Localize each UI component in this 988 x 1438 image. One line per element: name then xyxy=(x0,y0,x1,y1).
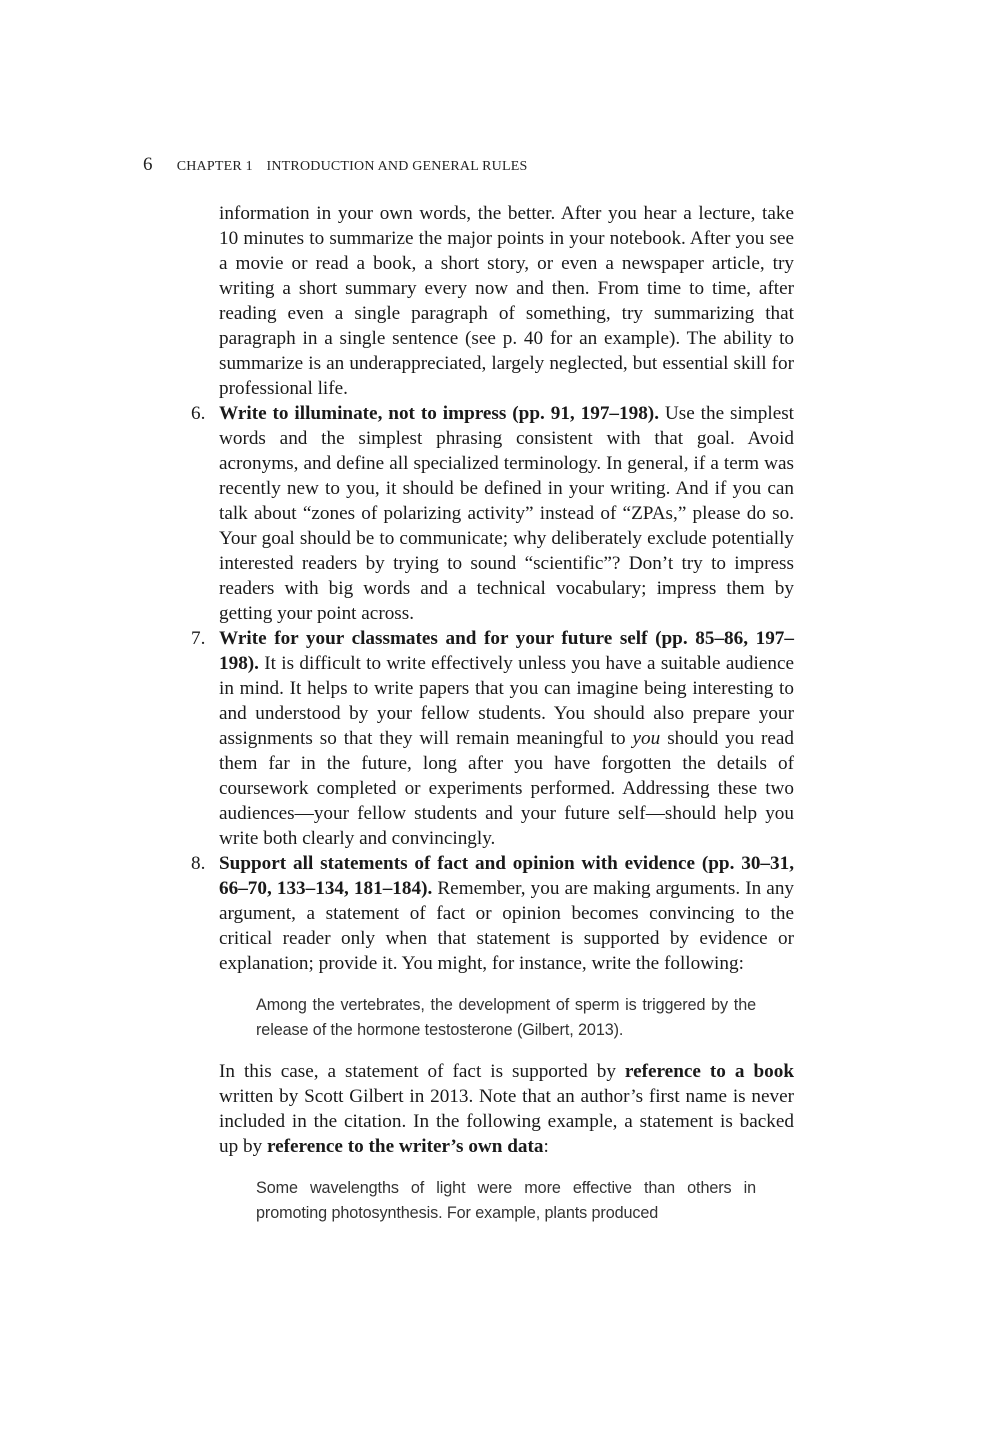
continuation-paragraph: information in your own words, the better. After you hear a lecture, take 10 minutes to summarize the major points in your notebook. After you see a movie or read a book, a short story, or even a newspaper article, try writing a short summary every now and then. From time to time, after reading even a single paragraph of something, try summarizing that paragraph in a single sentence (see p. 40 for an example). The ability to summarize is an underappreciated, largely neglected, but essential skill for professional life. xyxy=(219,203,794,399)
example-quote-2: Some wavelengths of light were more effective than others in promoting photosynthesis. For example, plants produced xyxy=(256,1179,756,1222)
rule-item-7 xyxy=(191,626,795,851)
explanation-emphasis-book: reference to a book xyxy=(624,1061,794,1082)
body-text xyxy=(191,201,795,1226)
rule-body-emphasis: you xyxy=(632,728,661,749)
example-quote-1: Among the vertebrates, the development of sperm is triggered by the release of the hormone testosterone (Gilbert, 2013). xyxy=(256,996,756,1039)
rule-number: 6. xyxy=(191,403,206,424)
page-number: 6 xyxy=(143,154,153,175)
rule-title: Write to illuminate, not to impress (pp. 91, 197–198). xyxy=(219,403,659,424)
rule-item-8 xyxy=(191,851,795,1226)
section-label: INTRODUCTION AND GENERAL RULES xyxy=(266,159,528,174)
explanation-text: In this case, a statement of fact is supported by xyxy=(219,1061,616,1082)
rule-item-6 xyxy=(191,401,795,626)
chapter-label: CHAPTER 1 xyxy=(176,159,253,174)
rule-number: 8. xyxy=(191,853,206,874)
explanation-text-continued: written by Scott Gilbert in 2013. Note that an author’s first name is never included in the citation. In the following example, a statement is backed up by xyxy=(219,1086,794,1157)
rule-body-continued: should you read them far in the future, long after you have forgotten the details of coursework completed or experiments performed. Addressing these two audiences—your fellow students and your future self—should help you write both clearly and convincingly. xyxy=(219,728,795,849)
explanation-paragraph xyxy=(219,1059,794,1159)
rule-title: Write for your classmates and for your future self (pp. 85–86, 197–198). xyxy=(219,628,794,674)
rule-body: Use the simplest words and the simplest phrasing consistent with that goal. Avoid acronyms, and define all specialized terminology. In general, if a term was recently new to you, it should be defined in your writing. And if you can talk about “zones of polarizing activity” instead of “ZPAs,” please do so. Your goal should be to communicate; why deliberately exclude potentially interested readers by trying to sound “scientific”? Don’t try to impress readers with big words and a technical vocabulary; impress them by getting your point across. xyxy=(219,403,795,624)
running-head xyxy=(143,154,527,176)
explanation-punctuation: : xyxy=(543,1136,549,1157)
explanation-emphasis-data: reference to the writer’s own data xyxy=(266,1136,544,1157)
rule-body: It is difficult to write effectively unless you have a suitable audience in mind. It helps to write papers that you can imagine being interesting to and understood by your fellow students. You should also prepare your assignments so that they will remain meaningful to xyxy=(219,653,794,749)
rule-body: Remember, you are making arguments. In any argument, a statement of fact or opinion becomes convincing to the critical reader only when that statement is supported by evidence or explanation; provide it. You might, for instance, write the following: xyxy=(219,878,795,974)
rule-number: 7. xyxy=(191,628,206,649)
rule-title: Support all statements of fact and opinion with evidence (pp. 30–31, 66–70, 133–134, 181–184). xyxy=(219,853,794,899)
rules-list xyxy=(191,401,795,1226)
